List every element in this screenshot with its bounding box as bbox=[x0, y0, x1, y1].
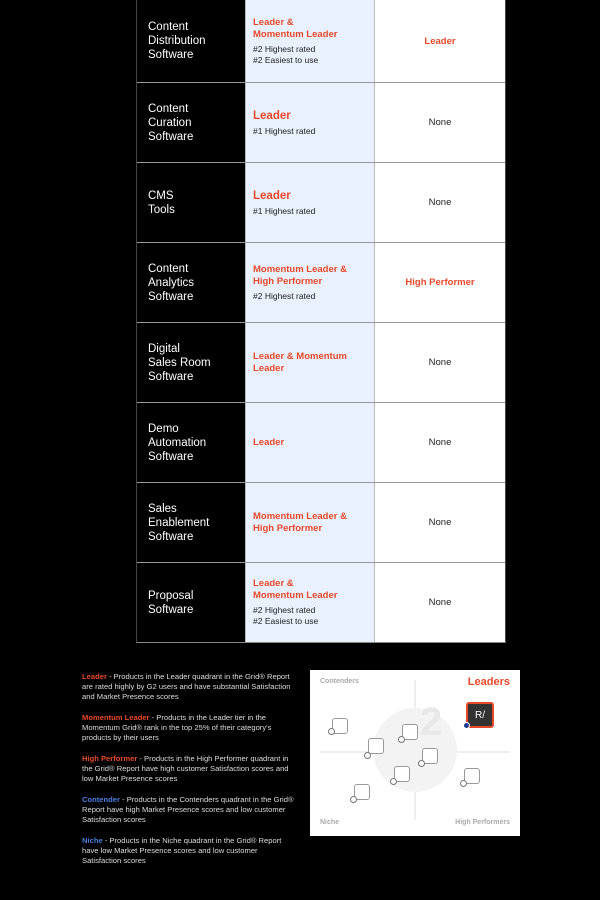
badge-label: Leader & Momentum Leader bbox=[253, 578, 338, 601]
competitor-dot-icon bbox=[390, 778, 397, 785]
product-logo-icon: R/ bbox=[466, 702, 494, 728]
comparison-value: High Performer bbox=[405, 277, 475, 288]
comparison-cell bbox=[375, 243, 505, 322]
table-row bbox=[137, 242, 505, 322]
legend-term: Contender bbox=[82, 795, 120, 804]
badge-cell bbox=[245, 0, 375, 82]
rank-details: #2 Highest rated #2 Easiest to use bbox=[253, 605, 319, 626]
badge-cell bbox=[245, 83, 375, 162]
legend-description: - Products in the Leader quadrant in the Grid® Report are rated highly by G2 users and have substantial Satisfaction and Market Presence scores bbox=[82, 672, 291, 701]
comparison-value: None bbox=[428, 517, 452, 528]
category-name: Digital Sales Room Software bbox=[137, 323, 245, 402]
badge-cell bbox=[245, 243, 375, 322]
table-row bbox=[137, 82, 505, 162]
contenders-label: Contenders bbox=[320, 678, 359, 685]
comparison-value: None bbox=[428, 597, 452, 608]
legend-item bbox=[82, 795, 294, 825]
badge-cell bbox=[245, 323, 375, 402]
comparison-value: None bbox=[428, 197, 452, 208]
category-name: Demo Automation Software bbox=[137, 403, 245, 482]
badge-label: Leader bbox=[253, 436, 285, 448]
badge-cell bbox=[245, 563, 375, 642]
legend-term: High Performer bbox=[82, 754, 138, 763]
leaders-label: Leaders bbox=[467, 676, 510, 688]
table-row bbox=[137, 482, 505, 562]
legend-description: - Products in the Niche quadrant in the Grid® Report have low Market Presence scores and low customer Satisfaction scores bbox=[82, 836, 282, 865]
legend-term: Niche bbox=[82, 836, 103, 845]
competitor-dot-icon bbox=[350, 796, 357, 803]
competitor-dot-icon bbox=[364, 752, 371, 759]
table-row bbox=[137, 322, 505, 402]
comparison-cell bbox=[375, 163, 505, 242]
legend-description: - Products in the High Performer quadrant in the Grid® Report have high customer Satisfaction scores and low Market Presence scores bbox=[82, 754, 289, 783]
legend-item bbox=[82, 754, 294, 784]
legend-item bbox=[82, 672, 294, 702]
comparison-value: Leader bbox=[424, 35, 456, 47]
badge-label: Momentum Leader & High Performer bbox=[253, 510, 347, 534]
comparison-cell bbox=[375, 323, 505, 402]
legend-description: - Products in the Leader tier in the Momentum Grid® rank in the top 25% of their category's products by their users bbox=[82, 713, 272, 742]
competitor-square-icon bbox=[368, 738, 384, 754]
rank-details: #1 Highest rated bbox=[253, 125, 316, 136]
competitor-dot-icon bbox=[418, 760, 425, 767]
rank-details: #2 Highest rated bbox=[253, 290, 316, 301]
badge-cell bbox=[245, 163, 375, 242]
legend-item bbox=[82, 836, 294, 866]
comparison-cell bbox=[375, 563, 505, 642]
comparison-cell bbox=[375, 0, 505, 82]
badge-label: Leader bbox=[253, 189, 291, 202]
legend bbox=[82, 672, 294, 877]
comparison-value: None bbox=[428, 437, 452, 448]
badge-label: Leader & Momentum Leader bbox=[253, 16, 338, 40]
comparison-value: None bbox=[428, 357, 452, 368]
comparison-cell bbox=[375, 403, 505, 482]
category-name: Sales Enablement Software bbox=[137, 483, 245, 562]
legend-item bbox=[82, 713, 294, 743]
comparison-cell bbox=[375, 483, 505, 562]
legend-term: Leader bbox=[82, 672, 107, 681]
high-performers-label: High Performers bbox=[455, 819, 510, 826]
competitor-dot-icon bbox=[460, 780, 467, 787]
category-name: Proposal Software bbox=[137, 563, 245, 642]
badge-label: Leader bbox=[253, 109, 291, 122]
comparison-cell bbox=[375, 83, 505, 162]
niche-label: Niche bbox=[320, 819, 340, 826]
badge-label: Leader & Momentum Leader bbox=[253, 350, 347, 374]
competitor-dot-icon bbox=[398, 736, 405, 743]
rank-details: #1 Highest rated bbox=[253, 205, 316, 216]
table-row bbox=[137, 162, 505, 242]
rank-details: #2 Highest rated #2 Easiest to use bbox=[253, 43, 319, 65]
grid-axes bbox=[310, 670, 520, 836]
comparison-table bbox=[136, 0, 506, 643]
legend-description: - Products in the Contenders quadrant in the Grid® Report have high Market Presence scores and low customer Satisfaction scores bbox=[82, 795, 294, 824]
category-name: CMS Tools bbox=[137, 163, 245, 242]
badge-cell bbox=[245, 483, 375, 562]
comparison-value: None bbox=[428, 117, 452, 128]
category-name: Content Distribution Software bbox=[137, 0, 245, 82]
table-row bbox=[137, 402, 505, 482]
product-marker-icon bbox=[463, 722, 470, 729]
table-row bbox=[137, 562, 505, 642]
category-name: Content Analytics Software bbox=[137, 243, 245, 322]
competitor-dot-icon bbox=[328, 728, 335, 735]
legend-term: Momentum Leader bbox=[82, 713, 150, 722]
svg-text:2: 2 bbox=[420, 700, 443, 744]
category-name: Content Curation Software bbox=[137, 83, 245, 162]
table-row bbox=[137, 0, 505, 82]
badge-cell bbox=[245, 403, 375, 482]
g2-grid-graphic bbox=[310, 670, 520, 836]
badge-label: Momentum Leader & High Performer bbox=[253, 263, 347, 287]
